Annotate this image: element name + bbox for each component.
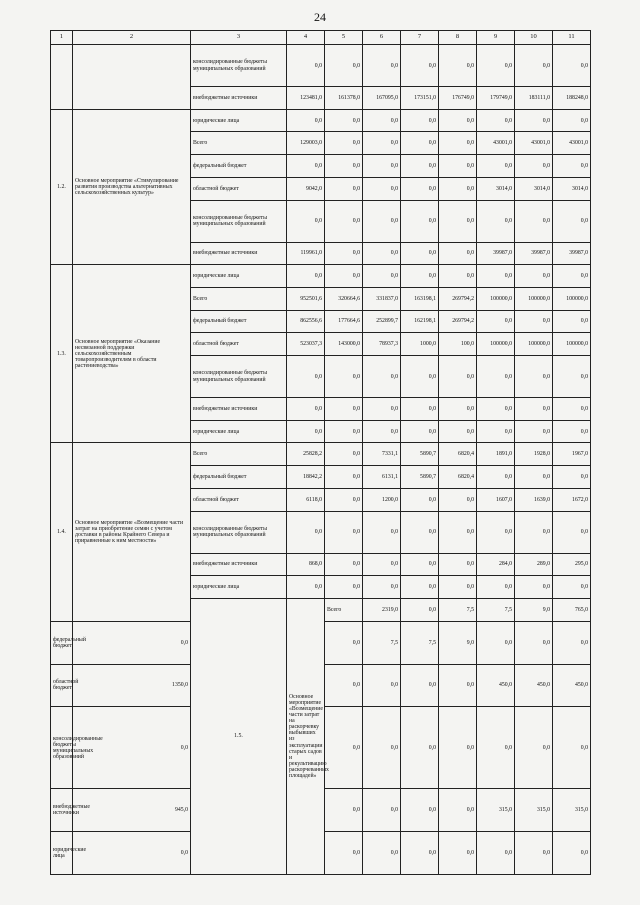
amount-cell: 0,0 (439, 200, 477, 242)
amount-cell: 0,0 (439, 155, 477, 178)
amount-cell: 6118,0 (287, 488, 325, 511)
amount-cell: 0,0 (477, 420, 515, 443)
amount-cell: 100000,0 (553, 287, 591, 310)
column-header-8: 8 (439, 31, 477, 45)
amount-cell: 0,0 (401, 598, 439, 621)
funding-source: консолидированные бюджеты муниципальных образований (191, 511, 287, 553)
amount-cell: 0,0 (553, 511, 591, 553)
amount-cell: 0,0 (287, 398, 325, 421)
amount-cell: 7,5 (401, 621, 439, 664)
amount-cell: 0,0 (477, 265, 515, 288)
amount-cell: 331837,0 (363, 287, 401, 310)
funding-source: федеральный бюджет (191, 466, 287, 489)
amount-cell: 7,5 (439, 598, 477, 621)
funding-source: консолидированные бюджеты муниципальных образований (51, 707, 73, 789)
amount-cell: 9042,0 (287, 177, 325, 200)
measure-title: Основное мероприятие «Возмещение части затрат на приобретение семян с учетом доставки в районы Крайнего Севера и приравненные к ним местности» (73, 443, 191, 621)
amount-cell: 0,0 (515, 310, 553, 333)
amount-cell: 0,0 (553, 356, 591, 398)
funding-source: Всего (191, 132, 287, 155)
table-row (51, 45, 591, 87)
amount-cell: 0,0 (515, 576, 553, 599)
funding-source: областной бюджет (191, 177, 287, 200)
amount-cell: 9,0 (439, 621, 477, 664)
amount-cell: 0,0 (477, 707, 515, 789)
amount-cell: 0,0 (553, 398, 591, 421)
column-header-7: 7 (401, 31, 439, 45)
amount-cell: 1639,0 (515, 488, 553, 511)
amount-cell: 162198,1 (401, 310, 439, 333)
column-header-6: 6 (363, 31, 401, 45)
amount-cell: 0,0 (553, 200, 591, 242)
column-header-10: 10 (515, 31, 553, 45)
amount-cell: 0,0 (287, 109, 325, 132)
funding-source: внебюджетные источники (191, 398, 287, 421)
amount-cell: 0,0 (363, 511, 401, 553)
amount-cell: 0,0 (477, 155, 515, 178)
amount-cell: 0,0 (401, 242, 439, 265)
amount-cell: 9,0 (515, 598, 553, 621)
amount-cell: 0,0 (553, 831, 591, 874)
amount-cell: 0,0 (287, 265, 325, 288)
amount-cell: 0,0 (401, 45, 439, 87)
amount-cell: 0,0 (553, 155, 591, 178)
amount-cell: 0,0 (363, 831, 401, 874)
amount-cell: 100000,0 (477, 333, 515, 356)
amount-cell: 1672,0 (553, 488, 591, 511)
amount-cell: 0,0 (401, 488, 439, 511)
amount-cell: 0,0 (325, 356, 363, 398)
amount-cell: 0,0 (439, 265, 477, 288)
amount-cell: 1967,0 (553, 443, 591, 466)
amount-cell: 0,0 (477, 621, 515, 664)
amount-cell: 0,0 (287, 576, 325, 599)
amount-cell: 0,0 (515, 398, 553, 421)
amount-cell: 100000,0 (515, 333, 553, 356)
amount-cell: 2319,0 (363, 598, 401, 621)
amount-cell: 0,0 (363, 789, 401, 832)
amount-cell: 1000,0 (401, 333, 439, 356)
amount-cell: 0,0 (73, 707, 191, 789)
amount-cell: 0,0 (363, 45, 401, 87)
amount-cell: 0,0 (439, 488, 477, 511)
amount-cell: 0,0 (515, 155, 553, 178)
amount-cell: 43001,0 (553, 132, 591, 155)
column-header-row (51, 31, 591, 45)
amount-cell: 0,0 (363, 420, 401, 443)
funding-source: юридические лица (191, 420, 287, 443)
amount-cell: 0,0 (325, 831, 363, 874)
amount-cell: 43001,0 (477, 132, 515, 155)
amount-cell: 100000,0 (515, 287, 553, 310)
amount-cell: 315,0 (553, 789, 591, 832)
measure-title: Основное мероприятие «Возмещение части затрат на раскорчевку выбывших из эксплуатации старых садов и рекультивацию раскорчеванных площадей» (287, 598, 325, 874)
amount-cell: 173151,0 (401, 87, 439, 110)
amount-cell: 0,0 (553, 621, 591, 664)
amount-cell: 0,0 (325, 200, 363, 242)
amount-cell: 18842,2 (287, 466, 325, 489)
amount-cell: 0,0 (401, 177, 439, 200)
column-header-4: 4 (287, 31, 325, 45)
amount-cell: 0,0 (439, 511, 477, 553)
funding-source: юридические лица (191, 576, 287, 599)
amount-cell: 0,0 (439, 831, 477, 874)
amount-cell: 0,0 (515, 109, 553, 132)
amount-cell: 0,0 (363, 576, 401, 599)
amount-cell: 0,0 (73, 831, 191, 874)
amount-cell: 163198,1 (401, 287, 439, 310)
funding-source: консолидированные бюджеты муниципальных образований (191, 45, 287, 87)
amount-cell: 450,0 (515, 664, 553, 707)
table-row (51, 109, 591, 132)
amount-cell: 5890,7 (401, 443, 439, 466)
amount-cell: 0,0 (477, 310, 515, 333)
amount-cell: 0,0 (325, 242, 363, 265)
amount-cell: 0,0 (439, 707, 477, 789)
amount-cell: 6131,1 (363, 466, 401, 489)
amount-cell: 0,0 (439, 109, 477, 132)
amount-cell: 0,0 (439, 242, 477, 265)
amount-cell: 0,0 (439, 576, 477, 599)
amount-cell: 0,0 (363, 109, 401, 132)
amount-cell: 5890,7 (401, 466, 439, 489)
amount-cell: 0,0 (325, 621, 363, 664)
amount-cell: 188248,0 (553, 87, 591, 110)
amount-cell: 6820,4 (439, 443, 477, 466)
amount-cell: 0,0 (363, 265, 401, 288)
funding-source: юридические лица (191, 265, 287, 288)
amount-cell: 269794,2 (439, 287, 477, 310)
amount-cell: 1607,0 (477, 488, 515, 511)
amount-cell: 0,0 (325, 707, 363, 789)
amount-cell: 315,0 (515, 789, 553, 832)
amount-cell: 0,0 (401, 664, 439, 707)
amount-cell: 0,0 (515, 831, 553, 874)
amount-cell: 0,0 (363, 707, 401, 789)
amount-cell: 0,0 (325, 466, 363, 489)
amount-cell: 0,0 (325, 664, 363, 707)
amount-cell: 765,0 (553, 598, 591, 621)
amount-cell: 7,5 (363, 621, 401, 664)
amount-cell: 177664,6 (325, 310, 363, 333)
amount-cell: 0,0 (401, 132, 439, 155)
amount-cell: 0,0 (553, 265, 591, 288)
amount-cell: 0,0 (439, 553, 477, 576)
amount-cell: 3014,0 (477, 177, 515, 200)
amount-cell: 0,0 (287, 356, 325, 398)
funding-source: федеральный бюджет (51, 621, 73, 664)
amount-cell: 0,0 (553, 45, 591, 87)
amount-cell: 176749,0 (439, 87, 477, 110)
funding-source: внебюджетные источники (51, 789, 73, 832)
amount-cell: 0,0 (363, 398, 401, 421)
amount-cell: 119961,0 (287, 242, 325, 265)
funding-source: областной бюджет (191, 333, 287, 356)
amount-cell: 0,0 (515, 200, 553, 242)
funding-source: областной бюджет (51, 664, 73, 707)
column-header-5: 5 (325, 31, 363, 45)
amount-cell: 450,0 (553, 664, 591, 707)
amount-cell: 0,0 (363, 664, 401, 707)
amount-cell: 39987,0 (515, 242, 553, 265)
amount-cell: 0,0 (401, 109, 439, 132)
page-number: 24 (314, 10, 326, 24)
amount-cell: 0,0 (325, 398, 363, 421)
amount-cell: 100,0 (439, 333, 477, 356)
amount-cell: 0,0 (363, 177, 401, 200)
amount-cell: 0,0 (477, 511, 515, 553)
amount-cell: 0,0 (401, 155, 439, 178)
amount-cell: 0,0 (325, 132, 363, 155)
amount-cell: 1891,0 (477, 443, 515, 466)
amount-cell: 43001,0 (515, 132, 553, 155)
amount-cell: 0,0 (477, 831, 515, 874)
amount-cell: 161378,0 (325, 87, 363, 110)
amount-cell: 0,0 (439, 398, 477, 421)
amount-cell: 0,0 (439, 132, 477, 155)
amount-cell: 0,0 (363, 356, 401, 398)
amount-cell: 295,0 (553, 553, 591, 576)
amount-cell: 0,0 (363, 200, 401, 242)
amount-cell: 0,0 (477, 356, 515, 398)
amount-cell: 0,0 (401, 576, 439, 599)
amount-cell: 0,0 (363, 132, 401, 155)
measure-code: 1.4. (51, 443, 73, 621)
amount-cell: 0,0 (439, 789, 477, 832)
funding-source: юридические лица (51, 831, 73, 874)
amount-cell: 0,0 (363, 242, 401, 265)
column-header-3: 3 (191, 31, 287, 45)
amount-cell: 0,0 (325, 488, 363, 511)
amount-cell: 0,0 (477, 466, 515, 489)
amount-cell: 0,0 (325, 443, 363, 466)
measure-code: 1.2. (51, 109, 73, 265)
amount-cell: 0,0 (363, 155, 401, 178)
amount-cell: 0,0 (325, 45, 363, 87)
amount-cell: 0,0 (439, 664, 477, 707)
amount-cell: 7331,1 (363, 443, 401, 466)
amount-cell: 6820,4 (439, 466, 477, 489)
amount-cell: 252899,7 (363, 310, 401, 333)
amount-cell: 0,0 (515, 356, 553, 398)
amount-cell: 0,0 (325, 177, 363, 200)
amount-cell: 123481,0 (287, 87, 325, 110)
amount-cell: 0,0 (553, 420, 591, 443)
measure-code: 1.3. (51, 265, 73, 443)
amount-cell: 1350,0 (73, 664, 191, 707)
amount-cell: 7,5 (477, 598, 515, 621)
amount-cell: 0,0 (477, 200, 515, 242)
amount-cell: 0,0 (325, 420, 363, 443)
amount-cell: 0,0 (325, 511, 363, 553)
amount-cell: 862556,6 (287, 310, 325, 333)
amount-cell: 0,0 (401, 420, 439, 443)
funding-source: Всего (191, 443, 287, 466)
amount-cell: 0,0 (325, 576, 363, 599)
measure-title: Основное мероприятие «Оказание несвязанной поддержки сельскохозяйственным товаропроизводителям в области растениеводства» (73, 265, 191, 443)
amount-cell: 0,0 (515, 265, 553, 288)
amount-cell: 320664,6 (325, 287, 363, 310)
table-row (51, 265, 591, 288)
amount-cell: 523037,3 (287, 333, 325, 356)
amount-cell: 1928,0 (515, 443, 553, 466)
amount-cell: 183111,0 (515, 87, 553, 110)
amount-cell: 3014,0 (515, 177, 553, 200)
amount-cell: 0,0 (401, 789, 439, 832)
funding-source: консолидированные бюджеты муниципальных образований (191, 356, 287, 398)
amount-cell: 0,0 (439, 420, 477, 443)
amount-cell: 0,0 (401, 831, 439, 874)
amount-cell: 450,0 (477, 664, 515, 707)
amount-cell: 39987,0 (477, 242, 515, 265)
amount-cell: 0,0 (363, 553, 401, 576)
amount-cell: 0,0 (515, 45, 553, 87)
amount-cell: 0,0 (515, 466, 553, 489)
amount-cell: 0,0 (287, 511, 325, 553)
amount-cell: 0,0 (401, 356, 439, 398)
amount-cell: 0,0 (553, 576, 591, 599)
amount-cell: 0,0 (287, 420, 325, 443)
amount-cell: 39987,0 (553, 242, 591, 265)
funding-source: юридические лица (191, 109, 287, 132)
amount-cell: 868,0 (287, 553, 325, 576)
amount-cell: 0,0 (401, 553, 439, 576)
amount-cell: 0,0 (477, 109, 515, 132)
amount-cell: 167095,0 (363, 87, 401, 110)
amount-cell: 0,0 (325, 789, 363, 832)
amount-cell: 289,0 (515, 553, 553, 576)
funding-source: федеральный бюджет (191, 310, 287, 333)
table-row (51, 443, 591, 466)
amount-cell: 0,0 (325, 553, 363, 576)
amount-cell: 0,0 (515, 511, 553, 553)
amount-cell: 0,0 (325, 265, 363, 288)
amount-cell: 0,0 (515, 621, 553, 664)
amount-cell: 100000,0 (477, 287, 515, 310)
amount-cell: 0,0 (553, 707, 591, 789)
amount-cell: 0,0 (439, 45, 477, 87)
amount-cell: 0,0 (515, 707, 553, 789)
column-header-11: 11 (553, 31, 591, 45)
column-header-1: 1 (51, 31, 73, 45)
amount-cell: 0,0 (553, 466, 591, 489)
amount-cell: 0,0 (287, 45, 325, 87)
column-header-9: 9 (477, 31, 515, 45)
amount-cell: 129003,0 (287, 132, 325, 155)
amount-cell: 0,0 (553, 310, 591, 333)
amount-cell: 0,0 (515, 420, 553, 443)
amount-cell: 0,0 (401, 511, 439, 553)
amount-cell: 0,0 (287, 155, 325, 178)
amount-cell: 0,0 (287, 200, 325, 242)
funding-source: Всего (191, 287, 287, 310)
amount-cell: 78937,3 (363, 333, 401, 356)
amount-cell: 0,0 (439, 356, 477, 398)
amount-cell: 315,0 (477, 789, 515, 832)
amount-cell: 0,0 (553, 109, 591, 132)
funding-source: Всего (325, 598, 363, 621)
amount-cell: 0,0 (477, 576, 515, 599)
amount-cell: 143000,0 (325, 333, 363, 356)
amount-cell: 0,0 (477, 45, 515, 87)
funding-source: внебюджетные источники (191, 242, 287, 265)
amount-cell: 1200,0 (363, 488, 401, 511)
funding-source: внебюджетные источники (191, 87, 287, 110)
amount-cell: 0,0 (401, 398, 439, 421)
amount-cell: 0,0 (477, 398, 515, 421)
amount-cell: 0,0 (73, 621, 191, 664)
funding-source: федеральный бюджет (191, 155, 287, 178)
measure-code: 1.5. (191, 598, 287, 874)
column-header-2: 2 (73, 31, 191, 45)
measure-title (73, 45, 191, 110)
amount-cell: 0,0 (325, 155, 363, 178)
amount-cell: 945,0 (73, 789, 191, 832)
funding-source: внебюджетные источники (191, 553, 287, 576)
amount-cell: 0,0 (401, 707, 439, 789)
amount-cell: 0,0 (401, 200, 439, 242)
amount-cell: 0,0 (439, 177, 477, 200)
amount-cell: 25828,2 (287, 443, 325, 466)
amount-cell: 952501,6 (287, 287, 325, 310)
amount-cell: 0,0 (325, 109, 363, 132)
funding-source: областной бюджет (191, 488, 287, 511)
amount-cell: 179749,0 (477, 87, 515, 110)
amount-cell: 100000,0 (553, 333, 591, 356)
amount-cell: 284,0 (477, 553, 515, 576)
funding-source: консолидированные бюджеты муниципальных образований (191, 200, 287, 242)
amount-cell: 3014,0 (553, 177, 591, 200)
measure-code (51, 45, 73, 110)
table-body (51, 45, 591, 875)
measure-title: Основное мероприятие «Стимулирование развития производства альтернативных сельскохозяйственных культур» (73, 109, 191, 265)
amount-cell: 0,0 (401, 265, 439, 288)
amount-cell: 269794,2 (439, 310, 477, 333)
funding-table (50, 30, 591, 875)
